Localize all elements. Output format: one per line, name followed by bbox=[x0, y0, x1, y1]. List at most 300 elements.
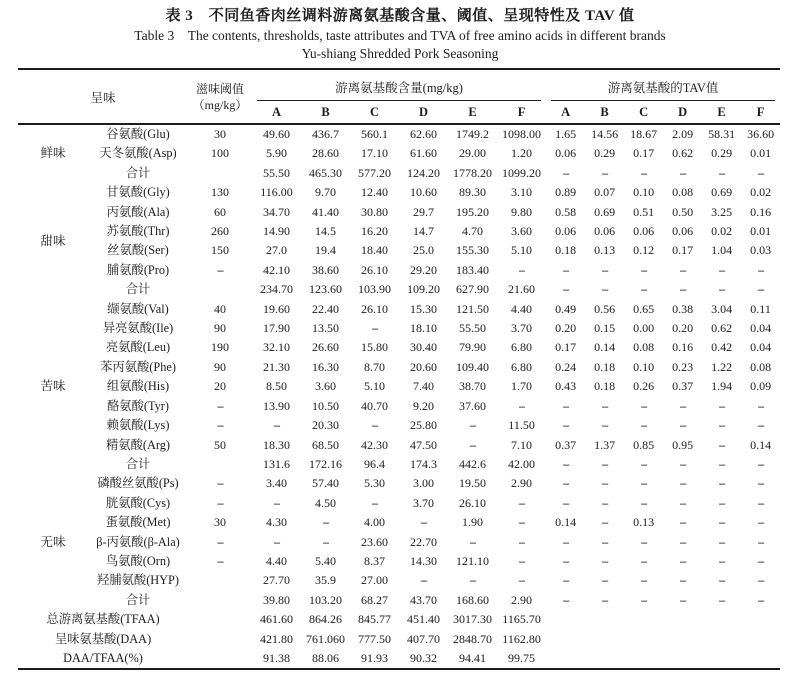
content-value: 55.50 bbox=[263, 165, 291, 180]
tav-value bbox=[663, 610, 702, 629]
tav-value: 0.51 bbox=[633, 204, 655, 219]
content-value: 20.60 bbox=[410, 359, 438, 374]
tav-value: – bbox=[719, 495, 725, 510]
table-row bbox=[18, 649, 780, 669]
table-row bbox=[18, 455, 780, 474]
content-value: 1162.80 bbox=[502, 631, 541, 646]
tav-value: – bbox=[758, 553, 764, 568]
content-value: – bbox=[519, 534, 525, 549]
tav-value: 1.04 bbox=[711, 243, 733, 258]
content-value: 43.70 bbox=[410, 592, 438, 607]
tav-group-label: 游离氨基酸的TAV值 bbox=[551, 79, 775, 101]
content-value: 183.40 bbox=[456, 262, 490, 277]
tav-value: – bbox=[563, 418, 569, 433]
threshold-value: 50 bbox=[214, 437, 227, 452]
content-value: 38.70 bbox=[459, 379, 487, 394]
tav-value: 0.18 bbox=[555, 243, 577, 258]
content-value: 172.16 bbox=[309, 456, 343, 471]
amino-acid-name: 磷酸丝氨酸(Ps) bbox=[97, 476, 179, 491]
content-value: 5.10 bbox=[364, 379, 386, 394]
table-row bbox=[18, 300, 780, 319]
content-value: 6.80 bbox=[511, 340, 533, 355]
amino-acid-name: 鸟氨酸(Orn) bbox=[105, 553, 171, 568]
brand-column-header-content: A bbox=[272, 104, 282, 119]
threshold-value: 20 bbox=[214, 379, 227, 394]
content-value: 49.60 bbox=[263, 127, 291, 141]
col-header-taste: 呈味 bbox=[90, 90, 116, 105]
amino-acid-name: 苏氨酸(Thr) bbox=[106, 224, 170, 239]
content-value: 761.060 bbox=[306, 631, 346, 646]
content-value: 27.00 bbox=[361, 573, 389, 588]
tav-value: – bbox=[680, 476, 686, 491]
content-value: 18.40 bbox=[361, 243, 389, 258]
content-value: 1.70 bbox=[511, 379, 533, 394]
content-value: 121.50 bbox=[456, 301, 490, 316]
content-value: 68.50 bbox=[312, 437, 340, 452]
tav-value bbox=[585, 610, 624, 629]
tav-value: – bbox=[602, 515, 608, 530]
tav-value: – bbox=[680, 262, 686, 277]
content-value: – bbox=[274, 418, 280, 433]
tav-value: – bbox=[758, 476, 764, 491]
tav-value: – bbox=[563, 573, 569, 588]
tav-value: 0.95 bbox=[672, 437, 694, 452]
content-value: – bbox=[421, 515, 427, 530]
content-value: 15.80 bbox=[361, 340, 389, 355]
brand-column-header-content: F bbox=[517, 104, 526, 119]
content-value: 4.30 bbox=[266, 515, 288, 530]
tav-value: – bbox=[602, 282, 608, 297]
content-value: 195.20 bbox=[456, 204, 490, 219]
content-value: 15.30 bbox=[410, 301, 438, 316]
taste-group-label: 苦味 bbox=[40, 379, 66, 394]
content-value: 19.50 bbox=[459, 476, 487, 491]
table-row bbox=[18, 533, 780, 552]
content-value: 124.20 bbox=[407, 165, 441, 180]
tav-value: – bbox=[719, 592, 725, 607]
table-row bbox=[18, 183, 780, 202]
content-value: 90.32 bbox=[410, 650, 438, 665]
tav-value: 0.50 bbox=[672, 204, 694, 219]
tav-value: 0.37 bbox=[672, 379, 694, 394]
amino-acid-name: 异亮氨酸(Ile) bbox=[102, 321, 174, 336]
content-value: 34.70 bbox=[263, 204, 291, 219]
table-row bbox=[18, 124, 780, 144]
content-value: 3.60 bbox=[511, 224, 533, 239]
content-value: 627.90 bbox=[456, 282, 490, 297]
content-value: 21.30 bbox=[263, 359, 291, 374]
content-value: 123.60 bbox=[309, 282, 343, 297]
content-value: 3.70 bbox=[413, 495, 435, 510]
tav-value: 0.17 bbox=[633, 146, 655, 161]
content-value: 5.10 bbox=[511, 243, 533, 258]
tav-value: 36.60 bbox=[747, 127, 775, 141]
content-value: 4.40 bbox=[511, 301, 533, 316]
content-value: – bbox=[519, 262, 525, 277]
tav-value: – bbox=[719, 456, 725, 471]
table-caption bbox=[0, 0, 800, 63]
tav-value: – bbox=[641, 398, 647, 413]
content-value: 109.20 bbox=[407, 282, 441, 297]
tav-value: – bbox=[563, 553, 569, 568]
tav-value: 0.10 bbox=[633, 359, 655, 374]
content-value: 42.10 bbox=[263, 262, 291, 277]
content-value: 103.20 bbox=[309, 592, 343, 607]
threshold-value bbox=[188, 610, 252, 629]
subtotal-label: 合计 bbox=[125, 456, 151, 471]
content-value: 174.3 bbox=[410, 456, 438, 471]
content-value: 61.60 bbox=[410, 146, 438, 161]
col-group-content bbox=[252, 69, 546, 101]
amino-acid-name: β-丙氨酸(β-Ala) bbox=[96, 534, 180, 549]
content-value: 91.38 bbox=[263, 650, 291, 665]
tav-value: 0.43 bbox=[555, 379, 577, 394]
tav-value: 0.07 bbox=[594, 185, 616, 200]
threshold-value: 90 bbox=[214, 359, 227, 374]
content-value: 29.20 bbox=[410, 262, 438, 277]
tav-value: 0.69 bbox=[594, 204, 616, 219]
content-value: 442.6 bbox=[459, 456, 487, 471]
tav-value: – bbox=[563, 592, 569, 607]
table-row bbox=[18, 319, 780, 338]
amino-acid-name: 羟脯氨酸(HYP) bbox=[97, 573, 179, 588]
tav-value: – bbox=[680, 495, 686, 510]
tav-value: 0.56 bbox=[594, 301, 616, 316]
threshold-value: – bbox=[217, 476, 223, 491]
tav-value: 2.09 bbox=[672, 127, 694, 141]
content-value: 37.60 bbox=[459, 398, 487, 413]
content-value: 1778.20 bbox=[453, 165, 493, 180]
content-value: – bbox=[519, 495, 525, 510]
table-row bbox=[18, 591, 780, 610]
tav-value: – bbox=[563, 398, 569, 413]
tav-value bbox=[702, 610, 741, 629]
tav-value: – bbox=[563, 165, 569, 180]
content-value: 40.70 bbox=[361, 398, 389, 413]
tav-value: 0.06 bbox=[672, 224, 694, 239]
content-value: – bbox=[519, 573, 525, 588]
tav-value: 1.22 bbox=[711, 359, 733, 374]
content-value: 3.40 bbox=[266, 476, 288, 491]
table-row bbox=[18, 164, 780, 183]
content-value: 19.60 bbox=[263, 301, 291, 316]
content-value: 23.60 bbox=[361, 534, 389, 549]
tav-value: 0.42 bbox=[711, 340, 733, 355]
content-value: 9.80 bbox=[511, 204, 533, 219]
tav-value bbox=[585, 630, 624, 649]
tav-value: 0.16 bbox=[672, 340, 694, 355]
content-value: – bbox=[470, 418, 476, 433]
content-value: 155.30 bbox=[456, 243, 490, 258]
threshold-value bbox=[188, 280, 252, 299]
amino-acid-name: 谷氨酸(Glu) bbox=[106, 127, 170, 141]
content-value: 4.40 bbox=[266, 553, 288, 568]
tav-value: – bbox=[602, 553, 608, 568]
brand-column-header-content: D bbox=[419, 104, 429, 119]
brand-column-header-tav: C bbox=[639, 104, 649, 119]
content-value: 6.80 bbox=[511, 359, 533, 374]
amino-acid-name: 赖氨酸(Lys) bbox=[106, 418, 170, 433]
tav-value: – bbox=[563, 262, 569, 277]
brand-column-header-content: B bbox=[321, 104, 330, 119]
tav-value: 1.65 bbox=[555, 127, 577, 141]
tav-value bbox=[546, 630, 585, 649]
content-value: 3017.30 bbox=[453, 612, 493, 627]
tav-value: – bbox=[602, 262, 608, 277]
threshold-value bbox=[188, 591, 252, 610]
content-value: 62.60 bbox=[410, 127, 438, 141]
content-value: 41.40 bbox=[312, 204, 340, 219]
tav-value bbox=[546, 610, 585, 629]
amino-acid-table bbox=[18, 68, 780, 670]
tav-value: 0.85 bbox=[633, 437, 655, 452]
tav-value bbox=[585, 649, 624, 669]
tav-value: 3.25 bbox=[711, 204, 733, 219]
content-value: 13.50 bbox=[312, 321, 340, 336]
content-value: 4.50 bbox=[315, 495, 337, 510]
tav-value: – bbox=[680, 534, 686, 549]
col-group-tav bbox=[546, 69, 780, 101]
tav-value: 0.29 bbox=[711, 146, 733, 161]
table-row bbox=[18, 222, 780, 241]
tav-value: 0.09 bbox=[750, 379, 772, 394]
content-value: 38.60 bbox=[312, 262, 340, 277]
content-value: – bbox=[519, 398, 525, 413]
tav-value: 0.03 bbox=[750, 243, 772, 258]
content-value: 5.40 bbox=[315, 553, 337, 568]
content-value: 68.27 bbox=[361, 592, 389, 607]
table-row bbox=[18, 358, 780, 377]
table-row bbox=[18, 397, 780, 416]
content-value: 407.70 bbox=[407, 631, 441, 646]
content-value: 57.40 bbox=[312, 476, 340, 491]
threshold-value bbox=[188, 630, 252, 649]
content-value: 4.00 bbox=[364, 515, 386, 530]
content-value: 8.70 bbox=[364, 359, 386, 374]
tav-value: 0.06 bbox=[594, 224, 616, 239]
tav-value: – bbox=[680, 398, 686, 413]
content-value: 7.40 bbox=[413, 379, 435, 394]
content-value: 26.10 bbox=[361, 262, 389, 277]
threshold-label-line2: （mg/kg） bbox=[192, 97, 248, 112]
tav-value: 0.17 bbox=[672, 243, 694, 258]
tav-value: 0.18 bbox=[594, 359, 616, 374]
threshold-value: – bbox=[217, 398, 223, 413]
amino-acid-name: 呈味氨基酸(DAA) bbox=[54, 631, 152, 646]
amino-acid-name: 天冬氨酸(Asp) bbox=[99, 146, 177, 161]
tav-value: – bbox=[602, 456, 608, 471]
threshold-value bbox=[188, 571, 252, 590]
col-header-threshold bbox=[188, 69, 252, 124]
tav-value: – bbox=[563, 534, 569, 549]
table-row bbox=[18, 280, 780, 299]
content-value: 9.70 bbox=[315, 185, 337, 200]
content-value: 30.40 bbox=[410, 340, 438, 355]
content-value: 1749.2 bbox=[456, 127, 490, 141]
table-row bbox=[18, 630, 780, 649]
tav-value: – bbox=[680, 456, 686, 471]
content-value: 3.60 bbox=[315, 379, 337, 394]
tav-value: – bbox=[641, 476, 647, 491]
content-value: 29.00 bbox=[459, 146, 487, 161]
content-value: 9.20 bbox=[413, 398, 435, 413]
tav-value: – bbox=[641, 592, 647, 607]
tav-value: – bbox=[602, 165, 608, 180]
tav-value: 0.11 bbox=[750, 301, 771, 316]
content-value: 39.80 bbox=[263, 592, 291, 607]
tav-value bbox=[663, 649, 702, 669]
tav-value: 0.62 bbox=[672, 146, 694, 161]
subtotal-label: 合计 bbox=[125, 165, 151, 180]
content-value: 2.90 bbox=[511, 476, 533, 491]
tav-value: 0.08 bbox=[672, 185, 694, 200]
content-value: 16.20 bbox=[361, 224, 389, 239]
content-value: 19.4 bbox=[315, 243, 337, 258]
content-value: 26.10 bbox=[459, 495, 487, 510]
tav-value: 0.49 bbox=[555, 301, 577, 316]
tav-value: – bbox=[602, 573, 608, 588]
content-value: 25.0 bbox=[413, 243, 435, 258]
tav-value: – bbox=[719, 515, 725, 530]
threshold-value: – bbox=[217, 418, 223, 433]
tav-value bbox=[624, 649, 663, 669]
amino-acid-name: 苯丙氨酸(Phe) bbox=[100, 359, 176, 374]
amino-acid-name: 脯氨酸(Pro) bbox=[106, 262, 170, 277]
threshold-value: 190 bbox=[211, 340, 230, 355]
content-value: 103.90 bbox=[358, 282, 392, 297]
content-value: 864.26 bbox=[309, 612, 343, 627]
tav-value bbox=[624, 610, 663, 629]
content-value: 1165.70 bbox=[502, 612, 541, 627]
table-header bbox=[18, 69, 780, 124]
threshold-value bbox=[188, 649, 252, 669]
content-value: – bbox=[470, 534, 476, 549]
table-row bbox=[18, 416, 780, 435]
tav-value: 0.14 bbox=[594, 340, 616, 355]
tav-value: – bbox=[680, 573, 686, 588]
tav-value: – bbox=[758, 515, 764, 530]
content-value: 234.70 bbox=[260, 282, 294, 297]
taste-group-label: 甜味 bbox=[40, 233, 66, 248]
table-row bbox=[18, 436, 780, 455]
threshold-value: 30 bbox=[214, 515, 227, 530]
threshold-value: 30 bbox=[214, 127, 227, 141]
amino-acid-name: 亮氨酸(Leu) bbox=[105, 340, 171, 355]
content-value: 560.1 bbox=[361, 127, 389, 141]
tav-value: – bbox=[719, 282, 725, 297]
tav-value: 18.67 bbox=[630, 127, 658, 141]
tav-value: 0.20 bbox=[672, 321, 694, 336]
content-value: 22.40 bbox=[312, 301, 340, 316]
threshold-value: 60 bbox=[214, 204, 227, 219]
threshold-value: – bbox=[217, 553, 223, 568]
tav-value: 1.37 bbox=[594, 437, 616, 452]
tav-value: 0.65 bbox=[633, 301, 655, 316]
threshold-label-line1: 滋味阈值 bbox=[196, 81, 245, 96]
table-row bbox=[18, 494, 780, 513]
content-value: 845.77 bbox=[358, 612, 392, 627]
content-value: 88.06 bbox=[312, 650, 340, 665]
content-value: – bbox=[519, 515, 525, 530]
table-row bbox=[18, 377, 780, 396]
content-value: 2848.70 bbox=[453, 631, 493, 646]
content-value: 168.60 bbox=[456, 592, 490, 607]
content-value: 47.50 bbox=[410, 437, 438, 452]
content-value: 8.50 bbox=[266, 379, 288, 394]
content-value: 18.10 bbox=[410, 321, 438, 336]
tav-value: – bbox=[719, 437, 725, 452]
tav-value bbox=[741, 610, 780, 629]
content-value: 26.60 bbox=[312, 340, 340, 355]
tav-value: – bbox=[719, 534, 725, 549]
tav-value: – bbox=[758, 282, 764, 297]
subtotal-label: 合计 bbox=[125, 592, 151, 607]
tav-value: – bbox=[680, 165, 686, 180]
content-value: 3.70 bbox=[511, 321, 533, 336]
tav-value: – bbox=[758, 418, 764, 433]
tav-value: – bbox=[680, 418, 686, 433]
tav-value: – bbox=[758, 398, 764, 413]
content-value: 10.60 bbox=[410, 185, 438, 200]
group-header-row bbox=[18, 69, 780, 101]
content-value: 17.90 bbox=[263, 321, 291, 336]
tav-value: 0.01 bbox=[750, 146, 772, 161]
threshold-value bbox=[188, 164, 252, 183]
table-row bbox=[18, 571, 780, 590]
brand-column-header-tav: E bbox=[717, 104, 726, 119]
tav-value: 0.04 bbox=[750, 340, 772, 355]
content-value: 465.30 bbox=[309, 165, 343, 180]
tav-value: – bbox=[602, 476, 608, 491]
amino-acid-name: DAA/TFAA(%) bbox=[63, 650, 143, 665]
content-value: 5.30 bbox=[364, 476, 386, 491]
content-value: 1098.00 bbox=[502, 127, 542, 141]
content-value: 1099.20 bbox=[502, 165, 542, 180]
tav-value: 0.02 bbox=[750, 185, 772, 200]
tav-value: 0.08 bbox=[633, 340, 655, 355]
tav-value: 0.06 bbox=[633, 224, 655, 239]
table-title-chinese: 表 3 不同鱼香肉丝调料游离氨基酸含量、阈值、呈现特性及 TAV 值 bbox=[165, 8, 635, 24]
content-value: 451.40 bbox=[407, 612, 441, 627]
content-value: – bbox=[323, 534, 329, 549]
table-body bbox=[18, 124, 780, 669]
tav-value bbox=[741, 630, 780, 649]
threshold-value: 90 bbox=[214, 321, 227, 336]
brand-column-header-content: E bbox=[468, 104, 477, 119]
tav-value: – bbox=[758, 534, 764, 549]
content-value: – bbox=[323, 515, 329, 530]
tav-value: 0.00 bbox=[633, 321, 655, 336]
tav-value: 0.04 bbox=[750, 321, 772, 336]
tav-value: 0.89 bbox=[555, 185, 577, 200]
table-title-english: Table 3 The contents, thresholds, taste attributes and TVA of free amino acids in different brands bbox=[134, 28, 666, 43]
content-value: 89.30 bbox=[459, 185, 487, 200]
content-value: 27.0 bbox=[266, 243, 288, 258]
table-row bbox=[18, 203, 780, 222]
tav-value: 1.94 bbox=[711, 379, 733, 394]
content-value: 1.20 bbox=[511, 146, 533, 161]
content-value: 18.30 bbox=[263, 437, 291, 452]
tav-value: 0.23 bbox=[672, 359, 694, 374]
tav-value: 0.14 bbox=[555, 515, 577, 530]
content-value: 1.90 bbox=[462, 515, 484, 530]
content-value: 79.90 bbox=[459, 340, 487, 355]
amino-acid-name: 胱氨酸(Cys) bbox=[105, 495, 171, 510]
content-value: 16.30 bbox=[312, 359, 340, 374]
tav-value: – bbox=[641, 534, 647, 549]
content-value: 21.60 bbox=[508, 282, 536, 297]
threshold-value: 100 bbox=[211, 146, 230, 161]
